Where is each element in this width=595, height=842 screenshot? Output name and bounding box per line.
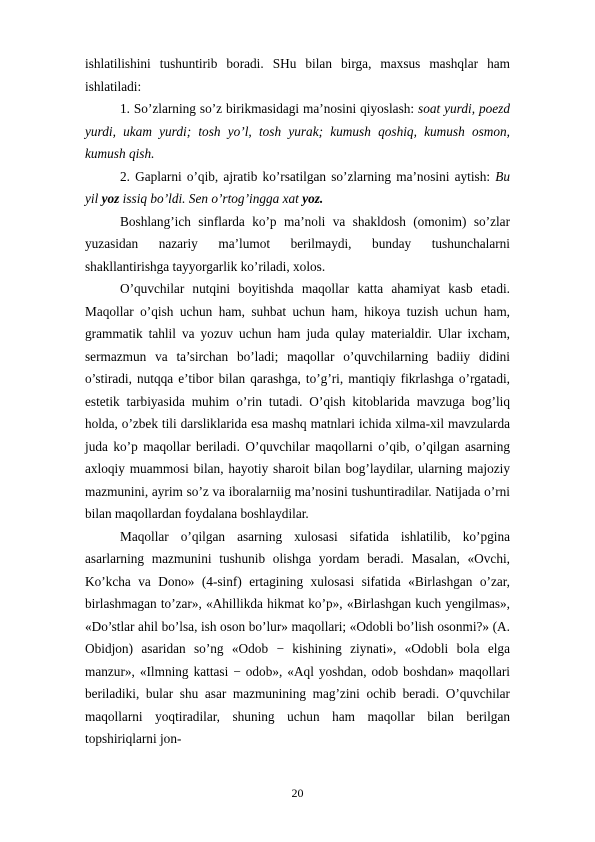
paragraph-proverbs: O’quvchilar nutqini boyitishda maqollar katta ahamiyat kasb etadi. Maqollar o’qish uchun ham, suhbat uchun ham, hikoya tuzish uchun ham, grammatik tahlil va yozuv uchun ham juda qulay materialdir. Ular ixcham, sermazmun va ta’sirchan bo’ladi; maqollar o’quvchilarning badiiy didini o’stiradi, nutqqa e’tibor bilan qarashga, to’g’ri, mantiqiy fikrlashga o’rgatadi, estetik tarbiyasida muhim o’rin tutadi. O’qish kitoblarida mavzuga bog’liq holda, o’zbek tili darsliklarida esa mashq matnlari ichida xilma-xil mavzularda juda ko’p maqollar beriladi. O’quvchilar maqollarni o’qib, o’qilgan asarning axloqiy muammosi bilan, hayotiy sharoit bilan bog’laydilar, ularning majoziy mazmunini, ayrim so’z va iboralarniig ma’nosini tushuntiradilar. Natijada o’rni bilan maqollardan foydalana boshlaydilar. [85, 281, 510, 521]
exercise-1-examples: soat yurdi, poezd yurdi, ukam yurdi; tosh yo’l, tosh yurak; kumush qoshiq, kumush osmon, kumush qish. [85, 101, 510, 161]
exercise-2-example-part-2: issiq bo’ldi. Sen o’rtog’ingga xat [119, 191, 303, 206]
exercise-2-highlight-1: yoz [101, 191, 120, 206]
paragraph-continuation: ishlatilishini tushuntirib boradi. SHu bilan birga, maxsus mashqlar ham ishlatiladi: [85, 56, 510, 94]
exercise-1-text: 1. So’zlarning so’z birikmasidagi ma’nosini qiyoslash: [120, 101, 419, 116]
exercise-2-example-part-1: Bu yil [85, 168, 510, 206]
exercise-2-text: 2. Gaplarni o’qib, ajratib ko’rsatilgan so’zlarning ma’nosini aytish: [120, 168, 496, 184]
paragraph-polysemy: Boshlang’ich sinflarda ko’p ma’noli va shakldosh (omonim) so’zlar yuzasidan nazariy ma’lumot berilmaydi, bunday tushunchalarni shakllantirishga tayyorgarlik ko’riladi, xolos. [85, 213, 510, 274]
paragraph-exercise-2 [85, 166, 510, 211]
exercise-2-highlight-2: yoz. [302, 191, 324, 206]
paragraph-exercise-1 [85, 98, 510, 166]
page-number: 20 [291, 786, 304, 800]
paragraph-proverbs-examples: Maqollar o’qilgan asarning xulosasi sifatida ishlatilib, ko’pgina asarlarning mazmunini tushunib olishga yordam beradi. Masalan, «Ovchi, Ko’kcha va Dono» (4-sinf) ertagining xulosasi sifatida «Birlashgan o’zar, birlashmagan to’zar», «Ahillikda hikmat ko’p», «Birlashgan kuch yengilmas», «Do’stlar ahil bo’lsa, ish oson bo’lur» maqollari; «Odobli bo’lish osonmi?» (A. Obidjon) asaridan so’ng «Odob − kishining ziynati», «Odobli bola elga manzur», «Ilmning kattasi − odob», «Aql yoshdan, odob boshdan» maqollari beriladiki, bular shu asar mazmunining mag’zini ochib beradi. O’quvchilar maqollarni yoqtiradilar, shuning uchun ham maqollar bilan berilgan topshiriqlarni jon- [85, 528, 510, 746]
document-body [85, 53, 510, 751]
